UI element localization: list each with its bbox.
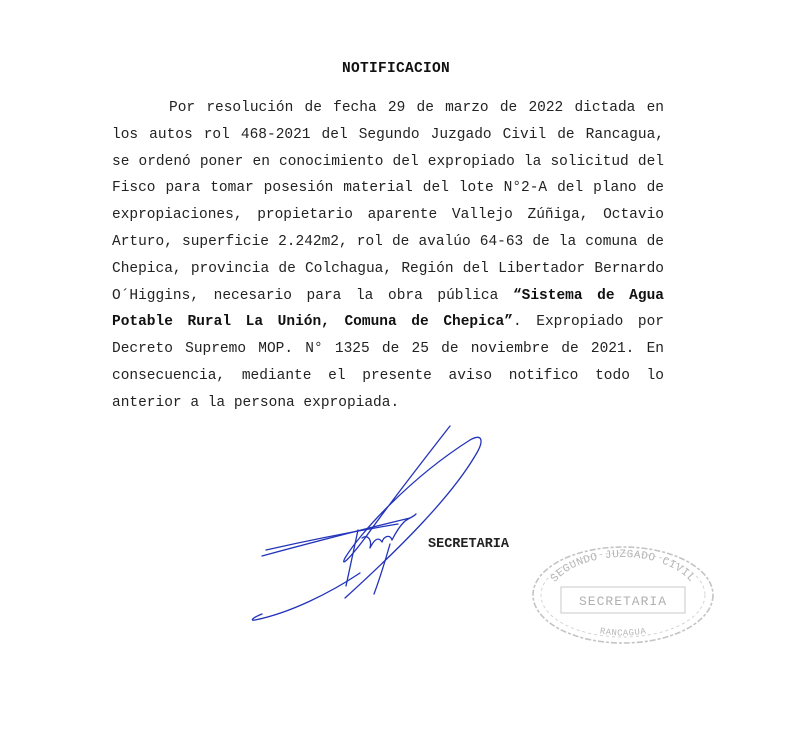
body-text-part1: Por resolución de fecha 29 de marzo de 2022 dictada en los autos rol 468-2021 del Segundo Juzgado Civil de Rancagua, se ordenó poner en conocimiento del expropiado la solicitud del Fisco para tomar posesión material del lote N°2-A del plano de expropiaciones, propietario aparente Vallejo Zúñiga, Octavio Arturo, superficie 2.242m2, rol de avalúo 64-63 de la comuna de Chepica, provincia de Colchagua, Región del Libertador Bernardo O´Higgins, necesario para la obra pública bbox=[112, 100, 664, 304]
svg-text:RANCAGUA bbox=[599, 626, 647, 638]
document-title: NOTIFICACION bbox=[341, 61, 451, 77]
notification-body bbox=[112, 95, 664, 417]
stamp-center-text: SECRETARIA bbox=[578, 594, 668, 609]
stamp-top-text: SEGUNDO JUZGADO CIVIL bbox=[548, 549, 698, 586]
stamp-bottom-text: RANCAGUA bbox=[598, 626, 648, 639]
signer-role: SECRETARIA bbox=[428, 537, 510, 552]
handwritten-signature bbox=[250, 418, 490, 628]
svg-text:SEGUNDO JUZGADO CIVIL bbox=[549, 549, 697, 585]
body-text-part2: . Expropiado por Decreto Supremo MOP. N° 1325 de 25 de noviembre de 2021. En consecuencia, mediante el presente aviso notifico todo lo anterior a la persona expropiada. bbox=[112, 314, 664, 411]
project-name: “Sistema de Agua Potable Rural La Unión, Comuna de Chepica” bbox=[112, 287, 664, 331]
court-seal-stamp bbox=[527, 543, 719, 647]
